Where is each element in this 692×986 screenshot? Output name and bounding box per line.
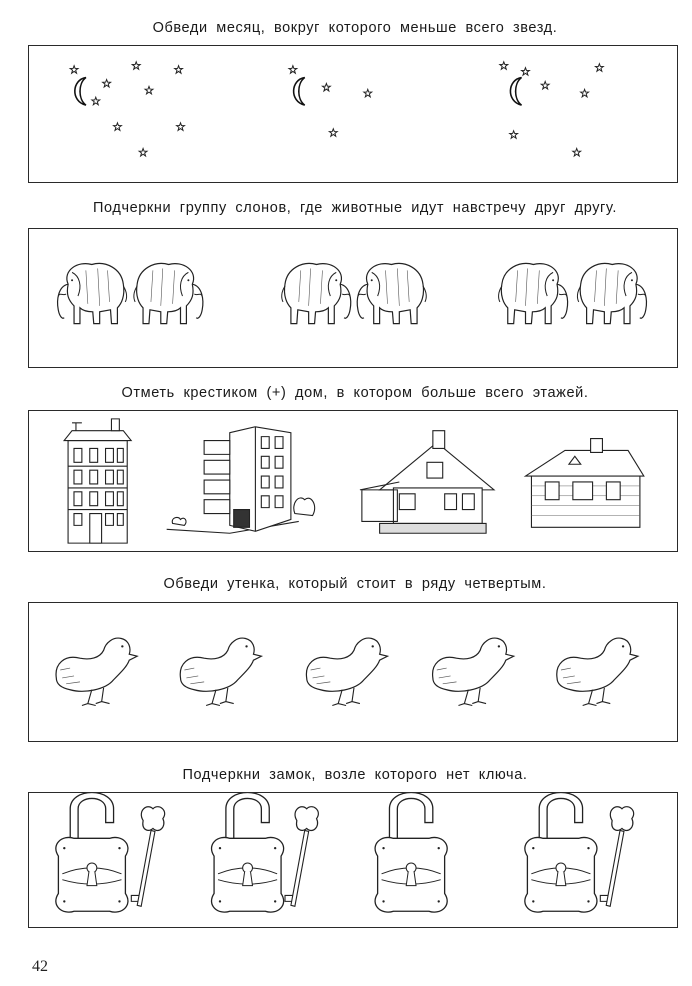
padlock-icon [212, 793, 284, 912]
star-icon [364, 89, 372, 96]
task-3-frame [28, 410, 678, 552]
star-icon [581, 89, 589, 96]
star-icon [175, 66, 183, 73]
star-icon [510, 131, 518, 138]
task-3-title: Отметь крестиком (+) дом, в котором больше всего этажей. [121, 385, 589, 401]
key-icon [131, 807, 164, 907]
elephant-icon [499, 263, 568, 323]
elephant-icon [282, 263, 351, 323]
task-2-frame [28, 228, 678, 368]
moon-group-2[interactable] [289, 66, 372, 137]
lock-group-3[interactable] [375, 793, 447, 912]
key-icon [600, 807, 633, 907]
moon-2-icon [294, 78, 305, 106]
star-icon [177, 123, 185, 130]
star-icon [329, 129, 337, 136]
moon-3-icon [510, 78, 521, 106]
moon-1-icon [75, 78, 86, 106]
elephant-group-3[interactable] [499, 263, 647, 323]
page-number: 42 [32, 958, 48, 975]
task-5-frame [28, 792, 678, 928]
padlock-icon [525, 793, 597, 912]
star-icon [541, 81, 549, 88]
house-4-brick[interactable] [526, 439, 644, 528]
lock-group-2[interactable] [212, 793, 319, 912]
house-1-old-building[interactable] [64, 419, 131, 543]
elephant-group-1[interactable] [58, 263, 203, 323]
elephants-picture [29, 229, 677, 367]
elephant-group-2[interactable] [282, 263, 427, 323]
star-icon [522, 68, 530, 75]
padlock-icon [56, 793, 128, 912]
star-icon [103, 80, 111, 87]
lock-group-1[interactable] [56, 793, 165, 912]
star-icon [92, 97, 100, 104]
task-1-frame [28, 45, 678, 183]
star-icon [289, 66, 297, 73]
elephant-icon [357, 263, 426, 323]
task-4-title: Обведи утенка, который стоит в ряду четвертым. [163, 576, 547, 592]
star-icon [70, 66, 78, 73]
padlock-icon [375, 793, 447, 912]
star-icon [139, 148, 147, 155]
moon-group-3[interactable] [500, 62, 603, 156]
moons-and-stars-picture [29, 46, 677, 182]
star-icon [322, 83, 330, 90]
star-icon [114, 123, 122, 130]
task-5-title: Подчеркни замок, возле которого нет ключа. [182, 767, 528, 783]
task-2-title: Подчеркни группу слонов, где животные идут навстречу друг другу. [93, 200, 617, 216]
task-4-frame [28, 602, 678, 742]
star-icon [132, 62, 140, 69]
locks-picture [29, 793, 677, 927]
task-1-title: Обведи месяц, вокруг которого меньше всего звезд. [152, 20, 558, 36]
houses-picture [29, 411, 677, 551]
star-icon [145, 86, 153, 93]
duckling-1-icon[interactable] [56, 638, 137, 705]
star-icon [595, 64, 603, 71]
house-3-cottage[interactable] [360, 431, 494, 534]
elephant-icon [134, 263, 203, 323]
key-icon [285, 807, 318, 907]
duckling-5-icon[interactable] [557, 638, 638, 705]
lock-group-4[interactable] [525, 793, 634, 912]
moon-group-1[interactable] [70, 62, 184, 156]
duckling-4-icon[interactable] [433, 638, 514, 705]
star-icon [573, 148, 581, 155]
elephant-icon [577, 263, 646, 323]
house-2-multistorey[interactable] [167, 427, 315, 533]
star-icon [500, 62, 508, 69]
duckling-3-icon[interactable] [306, 638, 387, 705]
ducklings-picture [29, 603, 677, 741]
duckling-2-icon[interactable] [180, 638, 261, 705]
elephant-icon [58, 263, 127, 323]
